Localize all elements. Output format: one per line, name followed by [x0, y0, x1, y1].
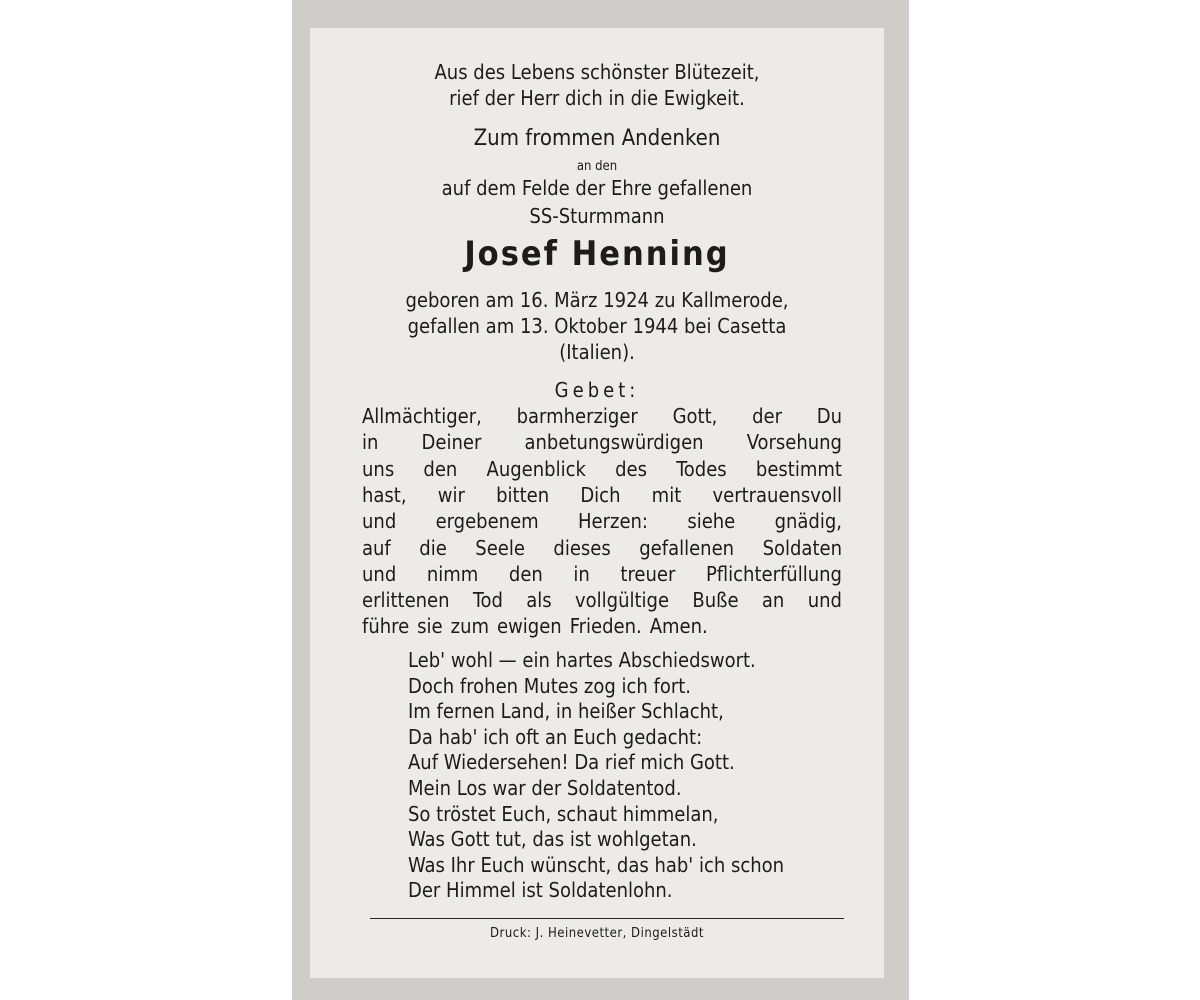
prayer-word: Seele [475, 535, 525, 560]
prayer-line [362, 509, 842, 533]
place-line: (Italien). [559, 340, 635, 364]
prayer-word: siehe [687, 509, 736, 534]
prayer-line [362, 404, 842, 428]
prayer-word: Herzen: [578, 509, 648, 534]
poem-line: Leb' wohl — ein hartes Abschiedswort. [408, 648, 756, 672]
prayer-word: Amen. [649, 614, 708, 639]
prayer-heading: Gebet: [554, 378, 640, 402]
prayer-word: ewigen [497, 614, 562, 639]
prayer-word: treuer [620, 561, 676, 586]
prayer-line [362, 588, 842, 612]
divider-line [370, 918, 844, 919]
poem-line: Was Ihr Euch wünscht, das hab' ich schon [408, 852, 785, 877]
prayer-line [362, 483, 842, 507]
prayer-word: Vorsehung [746, 430, 842, 455]
prayer-line [362, 430, 842, 454]
prayer-word: uns [362, 456, 395, 481]
prayer-word: Augenblick [486, 456, 586, 481]
prayer-word: und [362, 509, 397, 534]
prayer-word: den [508, 561, 543, 586]
prayer-word: führe [362, 614, 410, 639]
prayer-word: vollgültige [575, 588, 670, 613]
poem-line: Im fernen Land, in heißer Schlacht, [408, 699, 724, 724]
prayer-word: bitten [496, 482, 550, 507]
prayer-word: barmherziger [516, 404, 638, 428]
prayer-word: den [423, 456, 458, 481]
prayer-word: wir [437, 482, 465, 507]
poem-line: Was Gott tut, das ist wohlgetan. [408, 827, 697, 852]
prayer-word: als [526, 588, 552, 613]
prayer-line [362, 562, 842, 586]
an-den-text: an den [576, 159, 618, 174]
prayer-word: Gott, [672, 404, 718, 428]
prayer-word: Pflichterfüllung [705, 561, 842, 586]
prayer-word: mit [651, 482, 682, 507]
prayer-word: Buße [692, 588, 739, 613]
prayer-line [362, 614, 842, 638]
prayer-word: in [362, 430, 379, 455]
prayer-word: Deiner [421, 430, 482, 455]
prayer-word: hast, [362, 482, 407, 507]
prayer-word: Todes [676, 456, 727, 481]
andenken-heading: Zum frommen Andenken [473, 126, 721, 151]
prayer-word: Du [816, 404, 842, 428]
born-line: geboren am 16. März 1924 zu Kallmerode, [405, 288, 789, 312]
felde-text: auf dem Felde der Ehre gefallenen [441, 176, 753, 200]
prayer-word: erlittenen [362, 588, 450, 613]
prayer-word: und [807, 588, 842, 613]
prayer-line [362, 536, 842, 560]
prayer-word: des [615, 456, 647, 481]
poem-line: So tröstet Euch, schaut himmelan, [408, 801, 719, 826]
prayer-word: in [573, 561, 590, 586]
poem-line: Auf Wiedersehen! Da rief mich Gott. [408, 750, 735, 775]
prayer-word: der [752, 404, 782, 428]
deceased-name: Josef Henning [464, 234, 730, 274]
poem-line: Der Himmel ist Soldatenlohn. [408, 878, 673, 903]
rank-text: SS-Sturmmann [529, 204, 665, 228]
memorial-card [292, 0, 909, 1000]
poem-line: Mein Los war der Soldatentod. [408, 776, 682, 800]
prayer-word: bestimmt [755, 456, 842, 481]
prayer-word: auf [362, 535, 391, 560]
prayer-word: dieses [553, 535, 611, 560]
prayer-word: gnädig, [774, 509, 842, 534]
prayer-word: Allmächtiger, [362, 404, 482, 428]
prayer-word: ergebenem [435, 509, 539, 534]
prayer-word: Tod [472, 588, 503, 613]
verse-line: rief der Herr dich in die Ewigkeit. [449, 86, 745, 110]
fallen-line: gefallen am 13. Oktober 1944 bei Casetta [407, 314, 787, 338]
prayer-word: nimm [426, 561, 479, 586]
verse-line: Aus des Lebens schönster Blütezeit, [434, 60, 760, 84]
prayer-word: Dich [580, 482, 621, 507]
prayer-word: vertrauensvoll [712, 482, 842, 507]
prayer-word: sie [417, 614, 443, 639]
prayer-word: Frieden. [569, 614, 642, 639]
prayer-word: und [362, 561, 397, 586]
prayer-word: anbetungswürdigen [524, 430, 704, 455]
card-face [310, 28, 884, 978]
poem-line: Da hab' ich oft an Euch gedacht: [408, 724, 703, 749]
prayer-word: die [419, 535, 447, 560]
printer-credit: Druck: J. Heinevetter, Dingelstädt [490, 926, 704, 941]
prayer-line [362, 457, 842, 481]
prayer-word: gefallenen [639, 535, 735, 560]
poem-line: Doch frohen Mutes zog ich fort. [408, 673, 691, 698]
prayer-word: an [761, 588, 785, 613]
prayer-word: zum [450, 614, 490, 639]
prayer-word: Soldaten [762, 535, 842, 560]
